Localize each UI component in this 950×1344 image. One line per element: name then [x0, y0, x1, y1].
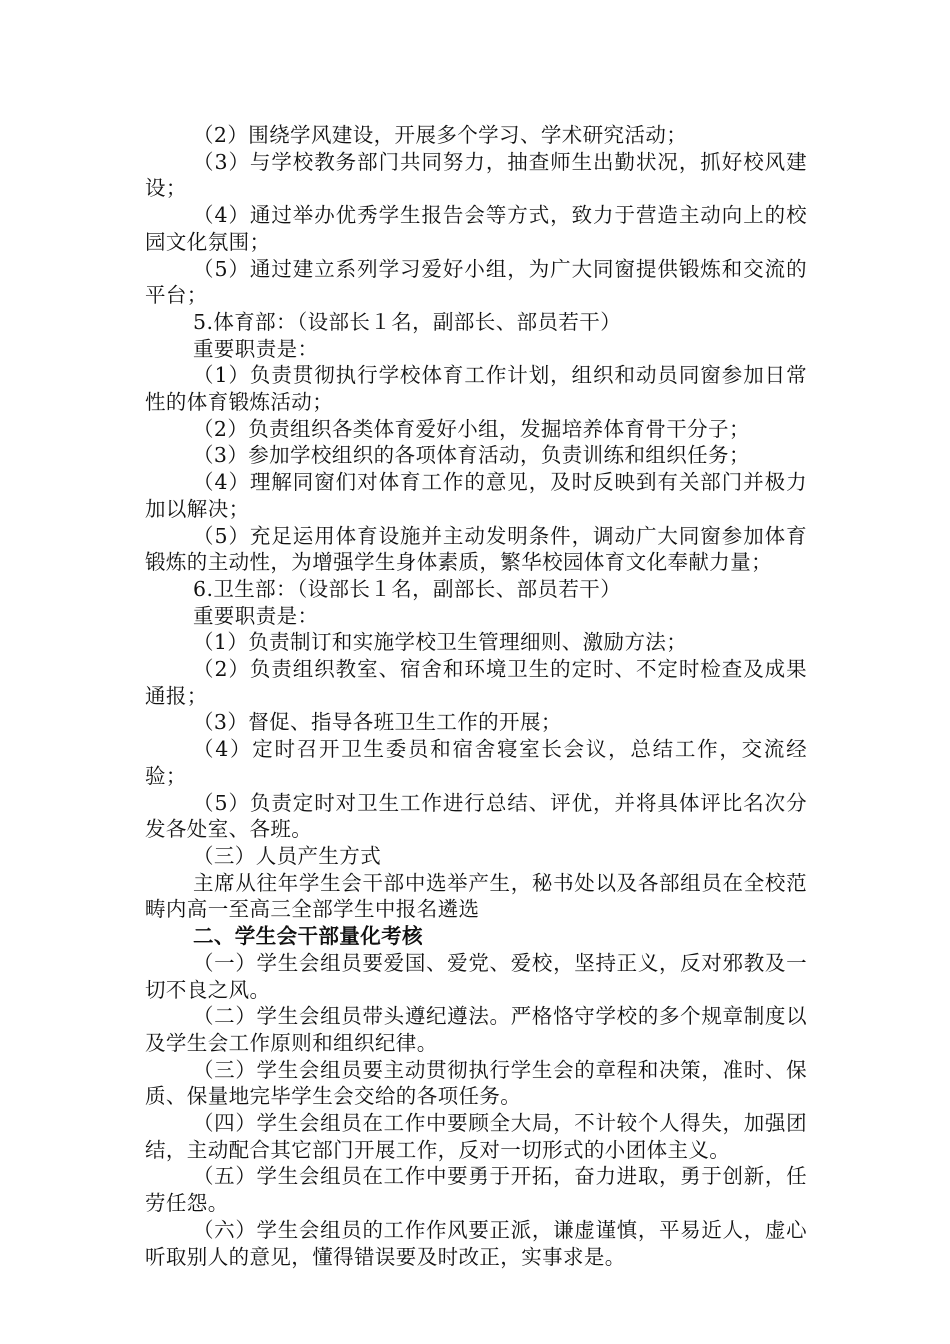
list-item: （3）与学校教务部门共同努力，抽查师生出勤状况，抓好校风建设；	[145, 149, 807, 201]
list-item: （4）理解同窗们对体育工作的意见，及时反映到有关部门并极力加以解决；	[145, 470, 807, 521]
list-item: （2）围绕学风建设，开展多个学习、学术研究活动；	[193, 123, 688, 147]
list-item: （2）负责组织教室、宿舍和环境卫生的定时、不定时检查及成果通报；	[145, 657, 807, 708]
section-title-sports-dept: 5.体育部：（设部长１名，副部长、部员若干）	[193, 309, 622, 334]
duties-label: 重要职责是：	[193, 603, 319, 628]
document-body	[145, 122, 807, 1270]
list-item: （5）负责定时对卫生工作进行总结、评优，并将具体评比名次分发各处室、各班。	[145, 790, 807, 842]
list-item: （三）学生会组员要主动贯彻执行学生会的章程和决策，准时、保质、保量地完毕学生会交给的各项任务。	[145, 1057, 807, 1109]
list-item: （2）负责组织各类体育爱好小组，发掘培养体育骨干分子；	[193, 416, 750, 441]
list-item: （4）定时召开卫生委员和宿舍寝室长会议，总结工作，交流经验；	[145, 737, 807, 788]
list-item: （二）学生会组员带头遵纪遵法。严格恪守学校的多个规章制度以及学生会工作原则和组织纪律。	[145, 1004, 807, 1055]
body-paragraph: 主席从往年学生会干部中选举产生，秘书处以及各部组员在全校范畴内高一至高三全部学生中报名遴选	[145, 870, 807, 922]
list-item: （1）负责制订和实施学校卫生管理细则、激励方法；	[193, 630, 688, 655]
duties-label: 重要职责是：	[193, 336, 319, 361]
list-item: （1）负责贯彻执行学校体育工作计划，组织和动员同窗参加日常性的体育锻炼活动；	[145, 363, 807, 415]
list-item: （5）充足运用体育设施并主动发明条件，调动广大同窗参加体育锻炼的主动性，为增强学生身体素质，繁华校园体育文化奉献力量；	[145, 523, 807, 575]
list-item: （4）通过举办优秀学生报告会等方式，致力于营造主动向上的校园文化氛围；	[145, 203, 807, 254]
list-item: （四）学生会组员在工作中要顾全大局，不计较个人得失，加强团结，主动配合其它部门开展工作，反对一切形式的小团体主义。	[145, 1111, 807, 1162]
section-title-selection: （三）人员产生方式	[193, 843, 382, 868]
list-item: （六）学生会组员的工作作风要正派，谦虚谨慎，平易近人，虚心听取别人的意见，懂得错误要及时改正，实事求是。	[145, 1217, 807, 1269]
list-item: （3）参加学校组织的各项体育活动，负责训练和组织任务；	[193, 443, 750, 468]
list-item: （5）通过建立系列学习爱好小组，为广大同窗提供锻炼和交流的平台；	[145, 256, 807, 308]
list-item: （一）学生会组员要爱国、爱党、爱校，坚持正义，反对邪教及一切不良之风。	[145, 950, 807, 1002]
section-title-health-dept: 6.卫生部：（设部长１名，副部长、部员若干）	[193, 576, 622, 601]
list-item: （3）督促、指导各班卫生工作的开展；	[193, 710, 562, 735]
list-item: （五）学生会组员在工作中要勇于开拓，奋力进取，勇于创新，任劳任怨。	[145, 1164, 807, 1216]
section-heading: 二、学生会干部量化考核	[193, 924, 423, 949]
